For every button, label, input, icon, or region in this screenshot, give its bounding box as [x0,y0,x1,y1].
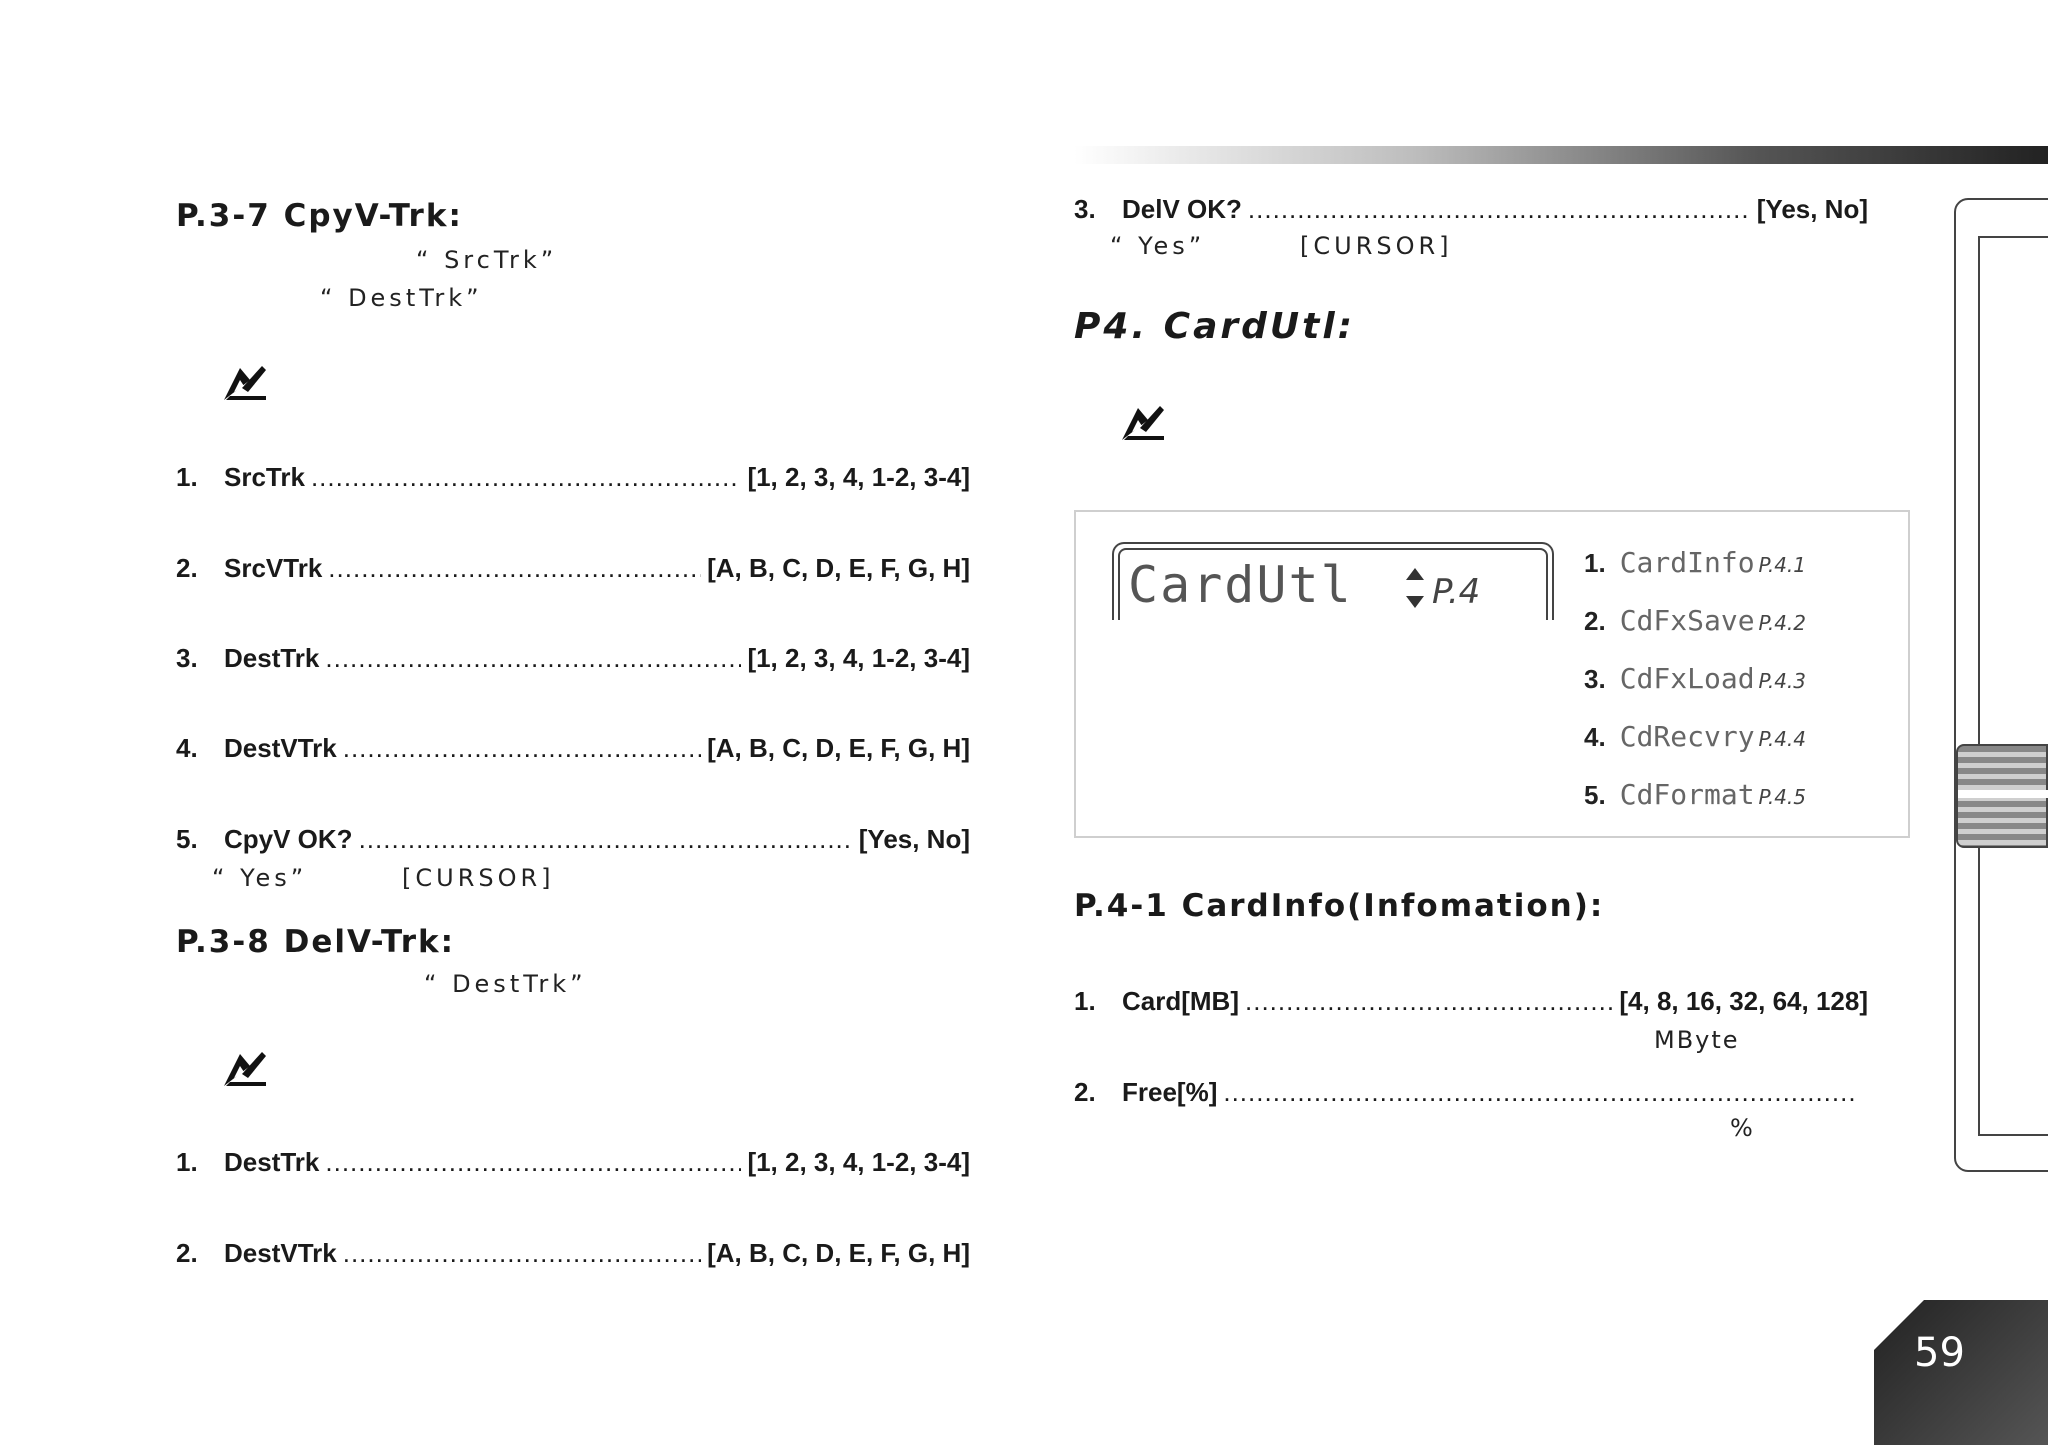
param-name: SrcTrk [224,462,305,492]
dot-leader [1223,1077,1856,1108]
menu-item-label: CdFormat [1619,778,1755,811]
warning-pen-icon [1120,402,1166,442]
menu-item-number: 1. [1584,548,1606,578]
note-srctrk: “ SrcTrk” [416,246,558,274]
section-title-p4: P4. CardUtl: [1074,306,1356,347]
side-tab-index-gap [1958,790,2048,798]
menu-item-page: P.4.1 [1758,553,1807,577]
param-number: 2. [1074,1077,1096,1107]
param-name: CpyV OK? [224,824,353,854]
param-name: DelV OK? [1122,194,1242,224]
section-title-p41: P.4-1 CardInfo(Infomation): [1074,888,1605,924]
param-number: 2. [176,553,198,583]
lcd-menu-item [1584,546,1806,579]
menu-item-number: 2. [1584,606,1606,636]
up-down-arrow-icon [1404,566,1426,610]
menu-item-label: CdFxLoad [1619,662,1755,695]
dot-leader [311,462,741,493]
lcd-menu-item [1584,778,1806,811]
note-cursor: [CURSOR] [402,864,555,892]
lcd-screen-text: CardUtl [1128,556,1353,614]
menu-item-label: CdRecvry [1619,720,1755,753]
param-value: [1, 2, 3, 4, 1-2, 3-4] [747,643,970,673]
param-value: [1, 2, 3, 4, 1-2, 3-4] [747,462,970,492]
lcd-menu-item [1584,662,1806,695]
param-row [176,1147,970,1178]
menu-item-page: P.4.3 [1758,669,1807,693]
param-row [1074,1077,1862,1108]
param-value: [4, 8, 16, 32, 64, 128] [1619,986,1868,1016]
side-tab-inner [1978,236,2048,1136]
param-name: Card[MB] [1122,986,1239,1016]
param-row [176,733,970,764]
menu-item-page: P.4.2 [1758,611,1807,635]
param-number: 2. [176,1238,198,1268]
menu-item-label: CdFxSave [1619,604,1755,637]
dot-leader [1245,986,1613,1017]
param-value: [Yes, No] [858,824,970,854]
note-yes: “ Yes” [212,864,308,892]
note-desttrk: “ DestTrk” [320,284,483,312]
dot-leader [1248,194,1751,225]
param-name: DestTrk [224,643,320,673]
dot-leader [343,1238,701,1269]
warning-pen-icon [222,362,268,402]
unit-mbyte: MByte [1654,1026,1740,1054]
page-number: 59 [1914,1330,1965,1376]
section-title-p37: P.3-7 CpyV-Trk: [176,198,463,234]
header-gradient-bar [1074,146,2048,164]
param-name: DestVTrk [224,1238,337,1268]
param-name: Free[%] [1122,1077,1218,1107]
dot-leader [325,1147,741,1178]
menu-item-number: 3. [1584,664,1606,694]
param-value: [Yes, No] [1756,194,1868,224]
param-number: 1. [176,1147,198,1177]
param-value: [1, 2, 3, 4, 1-2, 3-4] [747,1147,970,1177]
param-row [176,643,970,674]
param-number: 1. [1074,986,1096,1016]
dot-leader [325,643,741,674]
unit-percent: % [1730,1114,1757,1142]
menu-item-number: 5. [1584,780,1606,810]
param-number: 1. [176,462,198,492]
lcd-menu-item [1584,604,1806,637]
note-yes: “ Yes” [1110,232,1206,260]
param-row [176,553,970,584]
note-cursor: [CURSOR] [1300,232,1453,260]
param-name: DestTrk [224,1147,320,1177]
menu-item-page: P.4.5 [1758,785,1807,809]
param-value: [A, B, C, D, E, F, G, H] [707,733,970,763]
param-value: [A, B, C, D, E, F, G, H] [707,553,970,583]
param-row [176,462,970,493]
param-name: SrcVTrk [224,553,323,583]
lcd-menu-item [1584,720,1806,753]
param-number: 4. [176,733,198,763]
param-number: 3. [1074,194,1096,224]
menu-item-number: 4. [1584,722,1606,752]
dot-leader [328,553,701,584]
param-name: DestVTrk [224,733,337,763]
dot-leader [359,824,853,855]
warning-pen-icon [222,1048,268,1088]
dot-leader [343,733,701,764]
param-number: 5. [176,824,198,854]
param-value: [A, B, C, D, E, F, G, H] [707,1238,970,1268]
menu-item-label: CardInfo [1619,546,1755,579]
param-row [176,1238,970,1269]
section-title-p38: P.3-8 DelV-Trk: [176,924,456,960]
lcd-screen-page: P.4 [1432,572,1481,612]
param-number: 3. [176,643,198,673]
param-row [1074,986,1868,1017]
param-row [176,824,970,855]
param-row [1074,194,1868,225]
menu-item-page: P.4.4 [1758,727,1807,751]
note-desttrk-38: “ DestTrk” [424,970,587,998]
